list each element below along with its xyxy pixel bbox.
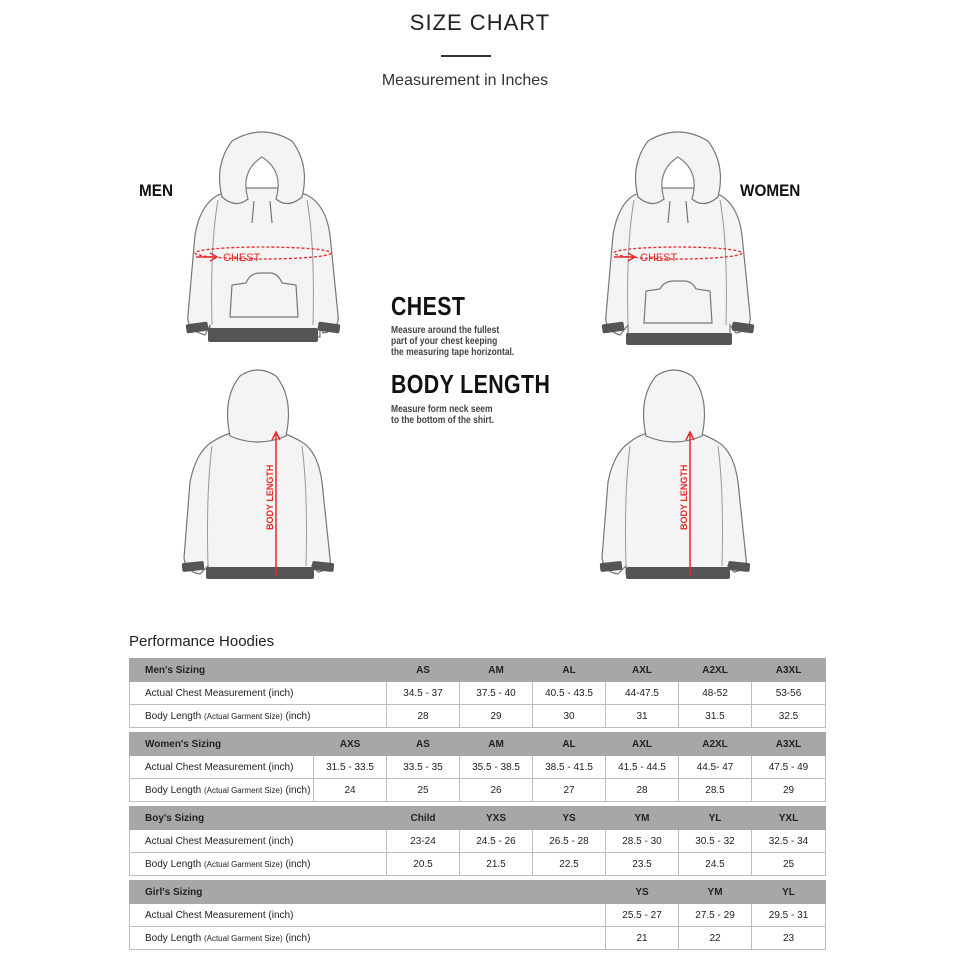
men-hoodie-back-illustration: [178, 362, 338, 584]
table-cell: 29: [752, 779, 826, 802]
row-label: Actual Chest Measurement (inch): [130, 682, 387, 705]
table-row: [130, 779, 826, 802]
row-label-main: Body Length: [145, 710, 202, 722]
size-header: YS: [606, 881, 679, 904]
women-label: WOMEN: [740, 181, 801, 200]
size-header: AS: [387, 733, 460, 756]
row-label-unit: (inch): [285, 858, 311, 870]
row-label-note: (Actual Garment Size): [203, 859, 283, 869]
row-label: [130, 705, 387, 728]
row-label-note: (Actual Garment Size): [203, 785, 283, 795]
row-label-unit: (inch): [285, 932, 311, 944]
row-label-note: (Actual Garment Size): [203, 933, 283, 943]
table-cell: 28.5 - 30: [606, 830, 679, 853]
row-label: Actual Chest Measurement (inch): [130, 756, 314, 779]
boys-sizing-table: [129, 806, 826, 876]
table-row: [130, 830, 826, 853]
size-header: YM: [679, 881, 752, 904]
size-header: A2XL: [679, 733, 752, 756]
size-header: AM: [460, 659, 533, 682]
table-row: [130, 705, 826, 728]
table-cell: 30: [533, 705, 606, 728]
size-header: YL: [752, 881, 826, 904]
table-cell: 23.5: [606, 853, 679, 876]
size-header: AL: [533, 733, 606, 756]
size-header: A2XL: [679, 659, 752, 682]
table-cell: 27: [533, 779, 606, 802]
page-title: SIZE CHART: [409, 10, 551, 35]
body-length-heading: BODY LENGTH: [391, 369, 551, 399]
table-header-row: [130, 733, 826, 756]
size-header: YXS: [460, 807, 533, 830]
table-cell: 31.5 - 33.5: [314, 756, 387, 779]
table-cell: 26: [460, 779, 533, 802]
table-cell: 29: [460, 705, 533, 728]
size-header: AM: [460, 733, 533, 756]
men-label: MEN: [139, 181, 174, 200]
row-label: Actual Chest Measurement (inch): [130, 904, 606, 927]
men-body-length-tag: BODY LENGTH: [265, 464, 275, 530]
table-row: [130, 756, 826, 779]
table-cell: 40.5 - 43.5: [533, 682, 606, 705]
women-chest-tag: CHEST: [640, 252, 678, 264]
row-label: [130, 779, 314, 802]
table-cell: 27.5 - 29: [679, 904, 752, 927]
size-header: YM: [606, 807, 679, 830]
table-cell: 53-56: [752, 682, 826, 705]
table-cell: 31: [606, 705, 679, 728]
size-header: Child: [387, 807, 460, 830]
table-cell: 38.5 - 41.5: [533, 756, 606, 779]
table-cell: 32.5: [752, 705, 826, 728]
row-label-main: Body Length: [145, 784, 202, 796]
table-row: [130, 682, 826, 705]
table-cell: 28: [606, 779, 679, 802]
table-row: [130, 927, 826, 950]
table-header-row: [130, 881, 826, 904]
women-sizing-table: [129, 732, 826, 802]
size-header: YL: [679, 807, 752, 830]
chest-heading: CHEST: [391, 291, 466, 321]
table-cell: 32.5 - 34: [752, 830, 826, 853]
size-header: YS: [533, 807, 606, 830]
row-label-main: Body Length: [145, 932, 202, 944]
table-cell: 35.5 - 38.5: [460, 756, 533, 779]
table-cell: 26.5 - 28: [533, 830, 606, 853]
size-header: AXL: [606, 659, 679, 682]
row-label: Actual Chest Measurement (inch): [130, 830, 387, 853]
table-name: Boy's Sizing: [130, 807, 387, 830]
row-label-unit: (inch): [285, 710, 311, 722]
table-header-row: [130, 807, 826, 830]
table-cell: 47.5 - 49: [752, 756, 826, 779]
table-cell: 28: [387, 705, 460, 728]
table-cell: 25.5 - 27: [606, 904, 679, 927]
table-row: [130, 904, 826, 927]
size-header: A3XL: [752, 659, 826, 682]
table-cell: 22: [679, 927, 752, 950]
size-header: YXL: [752, 807, 826, 830]
chest-instructions: Measure around the fullest part of your chest keeping the measuring tape horizontal.: [391, 325, 515, 358]
women-hoodie-back-illustration: [598, 362, 758, 584]
table-cell: 30.5 - 32: [679, 830, 752, 853]
row-label-note: (Actual Garment Size): [203, 711, 283, 721]
table-cell: 48-52: [679, 682, 752, 705]
table-cell: 44-47.5: [606, 682, 679, 705]
table-cell: 41.5 - 44.5: [606, 756, 679, 779]
men-hoodie-front-illustration: [180, 125, 345, 350]
size-header: AS: [387, 659, 460, 682]
table-cell: 33.5 - 35: [387, 756, 460, 779]
page-subtitle: Measurement in Inches: [381, 72, 549, 89]
table-cell: 34.5 - 37: [387, 682, 460, 705]
men-chest-tag: CHEST: [223, 252, 261, 264]
size-header: AXS: [314, 733, 387, 756]
table-cell: 21.5: [460, 853, 533, 876]
body-length-instructions: Measure form neck seem to the bottom of the shirt.: [391, 404, 494, 426]
table-cell: 22.5: [533, 853, 606, 876]
table-cell: 21: [606, 927, 679, 950]
table-cell: 37.5 - 40: [460, 682, 533, 705]
women-hoodie-front-illustration: [598, 125, 758, 350]
table-cell: 24: [314, 779, 387, 802]
section-title: Performance Hoodies: [129, 633, 275, 650]
table-cell: 20.5: [387, 853, 460, 876]
table-name: Girl's Sizing: [130, 881, 606, 904]
row-label: [130, 927, 606, 950]
women-body-length-tag: BODY LENGTH: [679, 464, 689, 530]
table-cell: 25: [387, 779, 460, 802]
girls-sizing-table: [129, 880, 826, 950]
table-name: Women's Sizing: [130, 733, 314, 756]
row-label-unit: (inch): [285, 784, 311, 796]
size-header: AL: [533, 659, 606, 682]
title-divider: [441, 55, 491, 57]
men-sizing-table: [129, 658, 826, 728]
table-cell: 24.5 - 26: [460, 830, 533, 853]
table-cell: 44.5- 47: [679, 756, 752, 779]
table-cell: 23-24: [387, 830, 460, 853]
size-header: AXL: [606, 733, 679, 756]
table-cell: 25: [752, 853, 826, 876]
table-header-row: [130, 659, 826, 682]
row-label-main: Body Length: [145, 858, 202, 870]
size-header: A3XL: [752, 733, 826, 756]
row-label: [130, 853, 387, 876]
table-name: Men's Sizing: [130, 659, 387, 682]
table-cell: 28.5: [679, 779, 752, 802]
table-cell: 31.5: [679, 705, 752, 728]
table-row: [130, 853, 826, 876]
table-cell: 24.5: [679, 853, 752, 876]
table-cell: 29.5 - 31: [752, 904, 826, 927]
table-cell: 23: [752, 927, 826, 950]
